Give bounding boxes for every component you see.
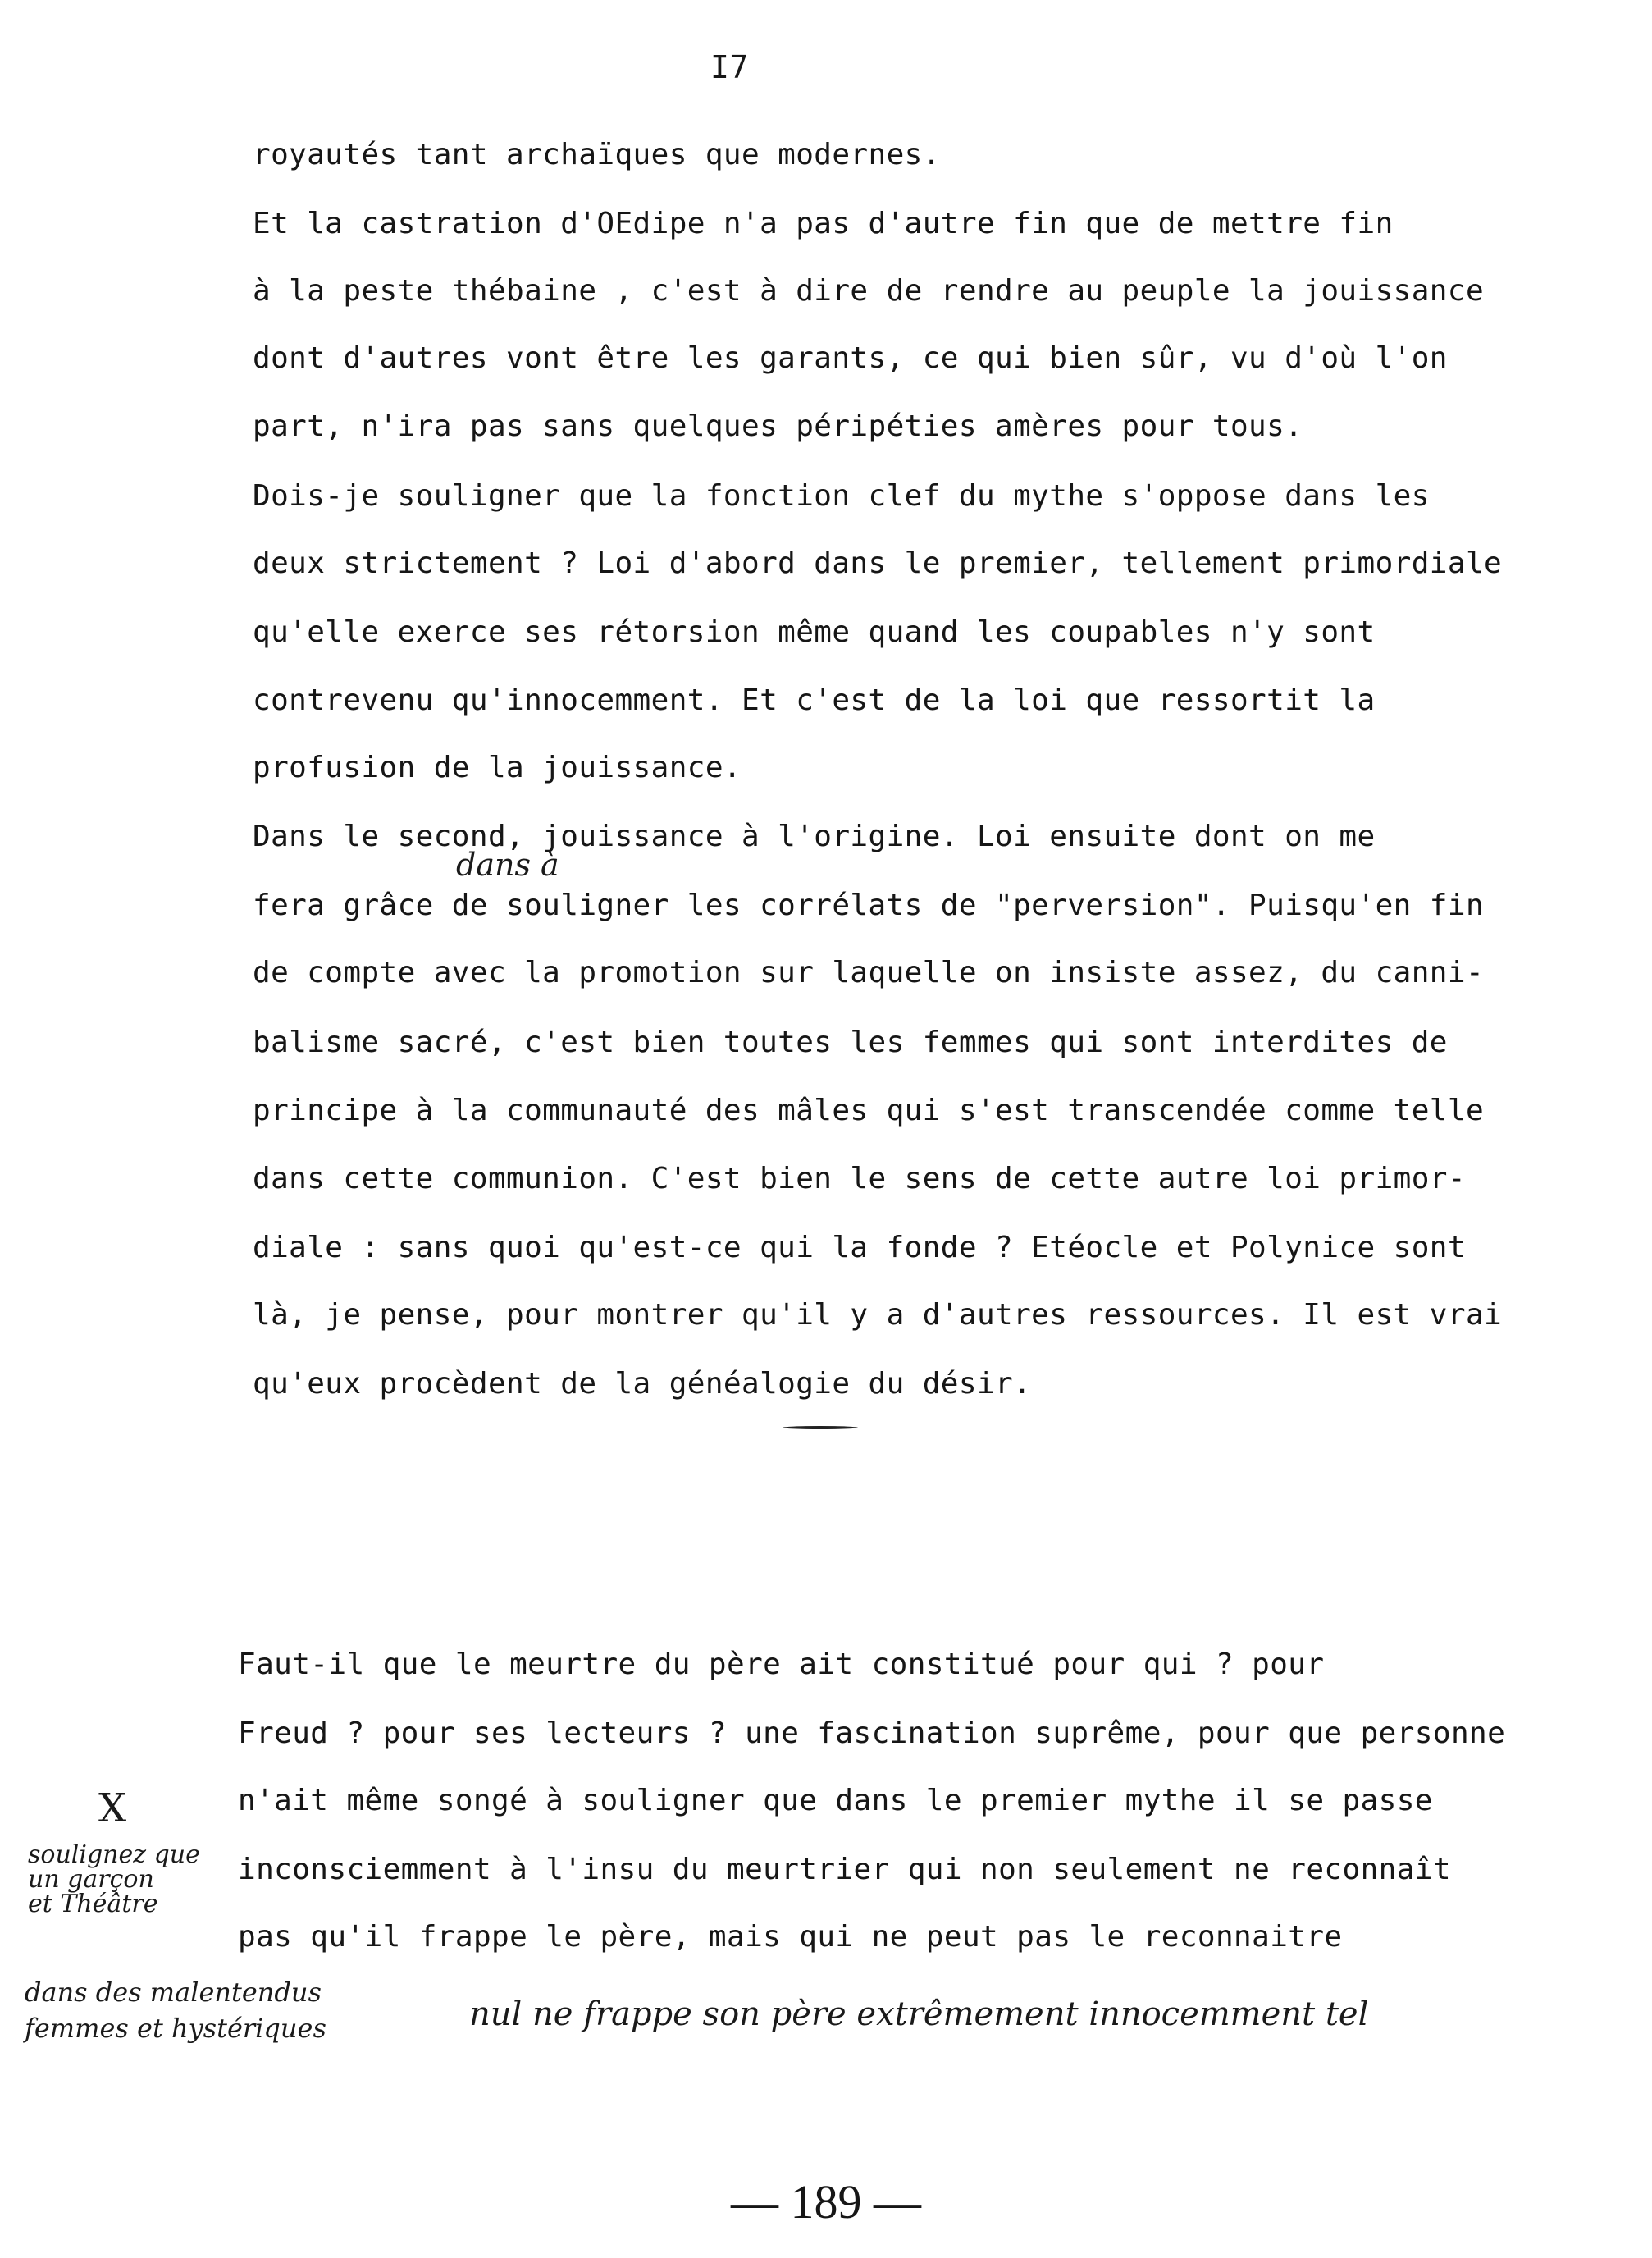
- text-line: Freud ? pour ses lecteurs ? une fascination suprême, pour que personne: [238, 1716, 1506, 1750]
- text-line: pas qu'il frappe le père, mais qui ne peut pas le reconnaitre: [238, 1920, 1343, 1954]
- handwritten-underline: [783, 1426, 858, 1429]
- margin-cross-mark: X: [98, 1785, 127, 1831]
- text-line: Faut-il que le meurtre du père ait constitué pour qui ? pour: [238, 1648, 1325, 1681]
- margin-note-line: un garçon: [28, 1865, 154, 1894]
- page-header-number: I7: [710, 49, 749, 85]
- text-line: fera grâce de souligner les corrélats de "perversion". Puisqu'en fin: [253, 889, 1485, 922]
- text-line: de compte avec la promotion sur laquelle on insiste assez, du canni-: [253, 956, 1485, 990]
- text-line: là, je pense, pour montrer qu'il y a d'autres ressources. Il est vrai: [253, 1298, 1503, 1332]
- text-line: deux strictement ? Loi d'abord dans le premier, tellement primordiale: [253, 546, 1503, 580]
- text-line: dont d'autres vont être les garants, ce qui bien sûr, vu d'où l'on: [253, 341, 1448, 375]
- text-line: profusion de la jouissance.: [253, 751, 742, 784]
- text-line: à la peste thébaine , c'est à dire de rendre au peuple la jouissance: [253, 274, 1485, 308]
- margin-note-line: et Théâtre: [28, 1890, 158, 1918]
- text-line: inconsciemment à l'insu du meurtrier qui non seulement ne reconnaît: [238, 1853, 1451, 1886]
- text-line: qu'elle exerce ses rétorsion même quand les coupables n'y sont: [253, 615, 1376, 649]
- margin-note-line: soulignez que: [28, 1840, 200, 1869]
- text-line: balisme sacré, c'est bien toutes les femmes qui sont interdites de: [253, 1026, 1448, 1059]
- text-line: qu'eux procèdent de la généalogie du désir.: [253, 1367, 1032, 1401]
- text-line: Dois-je souligner que la fonction clef du mythe s'oppose dans les: [253, 479, 1430, 513]
- text-line: royautés tant archaïques que modernes.: [253, 138, 941, 171]
- handwritten-interlinear-note: dans à: [456, 847, 559, 883]
- handwritten-margin-note: [28, 1840, 200, 1918]
- text-line: Et la castration d'OEdipe n'a pas d'autre fin que de mettre fin: [253, 207, 1394, 240]
- handwritten-bottom-note-right: nul ne frappe son père extrêmement innocemment tel: [469, 1995, 1369, 2033]
- text-line: contrevenu qu'innocemment. Et c'est de la loi que ressortit la: [253, 683, 1376, 717]
- text-line: dans cette communion. C'est bien le sens de cette autre loi primor-: [253, 1162, 1466, 1195]
- bottom-note-line: femmes et hystériques: [25, 2013, 326, 2044]
- bottom-note-line: dans des malentendus: [25, 1977, 322, 2008]
- text-line: Dans le second, jouissance à l'origine. Loi ensuite dont on me: [253, 820, 1376, 853]
- text-line: principe à la communauté des mâles qui s'est transcendée comme telle: [253, 1094, 1485, 1127]
- text-line: part, n'ira pas sans quelques péripéties amères pour tous.: [253, 409, 1303, 443]
- text-line: diale : sans quoi qu'est-ce qui la fonde ? Etéocle et Polynice sont: [253, 1231, 1466, 1264]
- text-line: n'ait même songé à souligner que dans le premier mythe il se passe: [238, 1784, 1433, 1817]
- page-footer-number: — 189 —: [731, 2175, 921, 2228]
- handwritten-bottom-note-left: [25, 1974, 326, 2046]
